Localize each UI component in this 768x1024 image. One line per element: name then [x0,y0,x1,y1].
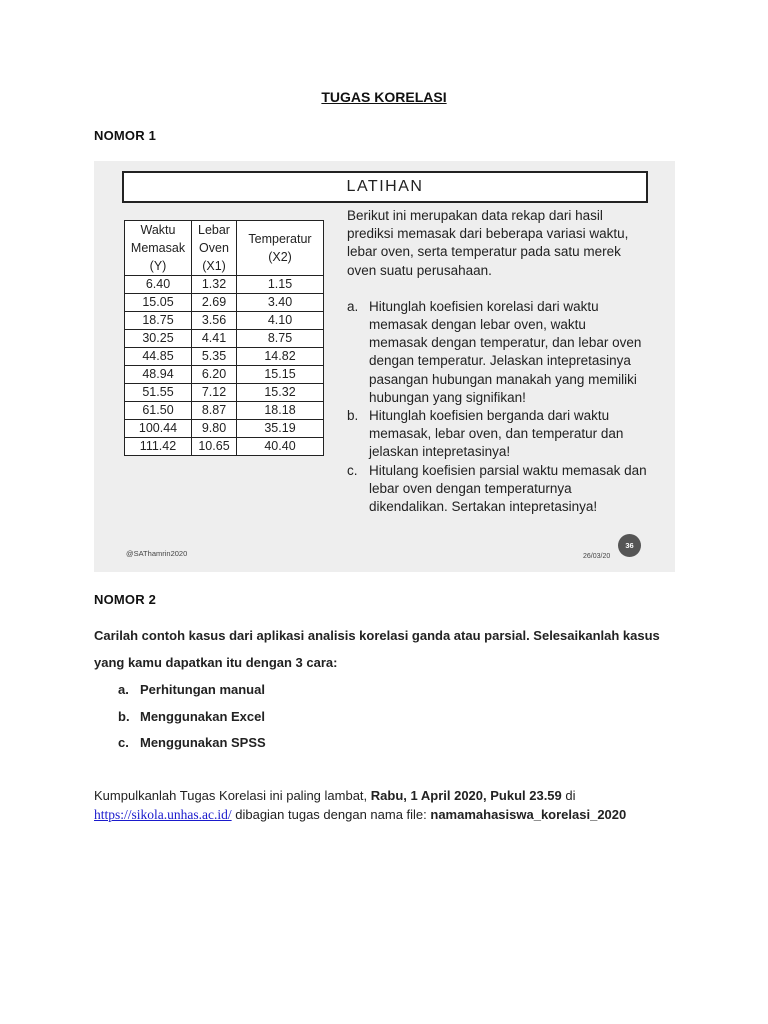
table-row: 51.55 7.12 15.32 [125,384,324,402]
method-item: a. Perhitungan manual [118,682,265,697]
section-heading-nomor-2: NOMOR 2 [94,592,157,607]
deadline: Rabu, 1 April 2020, Pukul 23.59 [370,788,562,803]
slide-description [347,207,647,516]
nomor-2-text-line-2: yang kamu dapatkan itu dengan 3 cara: [94,655,338,670]
table-row: 18.75 3.56 4.10 [125,312,324,330]
slide-intro: Berikut ini merupakan data rekap dari hasil prediksi memasak dari beberapa variasi waktu, lebar oven, serta temperatur pada satu merek oven suatu perusahaan. [347,208,629,278]
submission-instructions: Kumpulkanlah Tugas Korelasi ini paling lambat, Rabu, 1 April 2020, Pukul 23.59 di https://sikola.unhas.ac.id/ dibagian tugas dengan nama file: namamahasiswa_korelasi_2020 [94,788,627,822]
page-title: TUGAS KORELASI [321,89,447,105]
method-item: c. Menggunakan SPSS [118,735,266,750]
slide-date: 26/03/20 [583,553,611,560]
table-row: 100.44 9.80 35.19 [125,420,324,438]
question-c: c. Hitulang koefisien parsial waktu memasak dan lebar oven dengan temperaturnya dikendalikan. Sertakan intepretasinya! [347,462,647,515]
slide-credit: @SAThamrin2020 [126,549,188,558]
question-b: b. Hitunglah koefisien berganda dari waktu memasak, lebar oven, dan temperatur dan jelaskan intepretasinya! [347,408,624,460]
slide-heading: LATIHAN [122,171,648,203]
slide-page-badge: 36 [618,534,641,557]
slide-image [94,161,675,572]
table-row: 111.42 10.65 40.40 [125,438,324,456]
column-header-waktu: Waktu Memasak (Y) [125,221,192,276]
section-heading-nomor-1: NOMOR 1 [94,128,157,143]
table-row: 30.25 4.41 8.75 [125,330,324,348]
table-row: 6.40 1.32 1.15 [125,276,324,294]
data-table [124,220,324,456]
nomor-2-text-line-1: Carilah contoh kasus dari aplikasi analisis korelasi ganda atau parsial. Selesaikanlah kasus [94,628,660,643]
column-header-temperatur: Temperatur (X2) [237,221,324,276]
method-item: b. Menggunakan Excel [118,709,265,724]
table-row: 61.50 8.87 18.18 [125,402,324,420]
table-row: 48.94 6.20 15.15 [125,366,324,384]
column-header-lebar: Lebar Oven (X1) [192,221,237,276]
sikola-link[interactable]: https://sikola.unhas.ac.id/ [94,807,232,822]
table-row: 44.85 5.35 14.82 [125,348,324,366]
question-a: a. Hitunglah koefisien korelasi dari waktu memasak dengan lebar oven, waktu memasak dengan temperatur, dan lebar oven dengan temperatur. Jelaskan intepretasinya pasangan hubungan manakah yang memiliki hubungan yang signifikan! [347,298,642,405]
file-name: namamahasiswa_korelasi_2020 [430,807,627,822]
table-row: 15.05 2.69 3.40 [125,294,324,312]
